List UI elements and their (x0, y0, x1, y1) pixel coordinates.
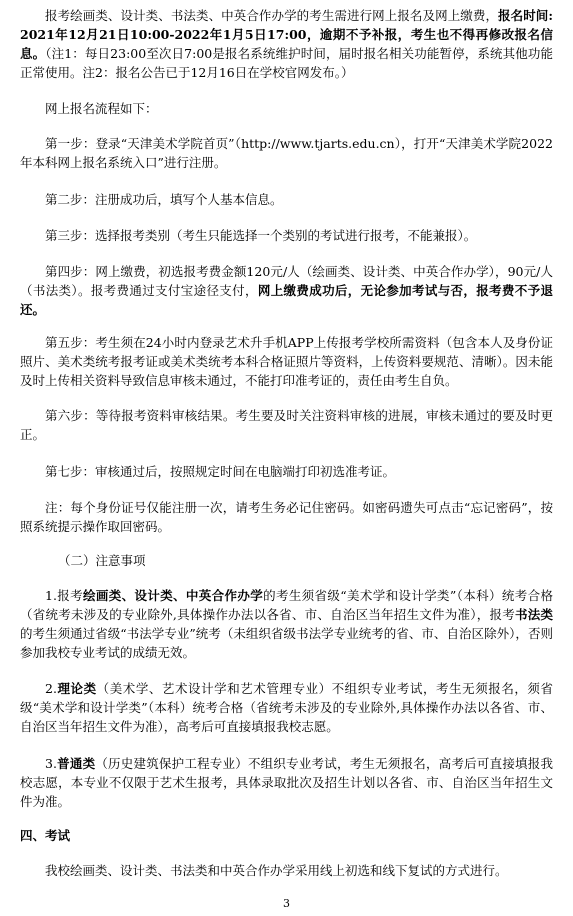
password-note: 注：每个身份证号仅能注册一次，请考生务必记住密码。如密码遗失可点击“忘记密码”，按照系统提示操作取回密码。 (20, 500, 553, 534)
intro-text: 报考绘画类、设计类、书法类、中英合作办学的考生需进行网上报名及网上缴费， (45, 8, 499, 23)
notice-item-1: 1.报考绘画类、设计类、中英合作办学的考生须省级“美术学和设计学类”（本科）统考合格（省统考未涉及的专业除外,具体操作办法以各省、市、自治区当年招生文件为准），报考书法类的考生须通过省级“书法学专业”统考（未组织省级书法学专业统考的省、市、自治区除外），否则参加我校专业考试的成绩无效。 (20, 588, 553, 660)
step-5: 第五步：考生须在24小时内登录艺术升手机APP上传报考学校所需资料（包含本人及身份证照片、美术类统考报考证或美术类统考本科合格证照片等资料，上传资料要规范、清晰）。因未能及时上传相关资料导致信息审核未通过，不能打印准考证的，责任由考生自负。 (20, 335, 553, 388)
theory-category-text: 理论类 (56, 681, 97, 696)
step-2: 第二步：注册成功后，填写个人基本信息。 (45, 192, 283, 207)
notice-item-2: 2.理论类（美术学、艺术设计学和艺术管理专业）不组织专业考试，考生无须报名，须省级“美术学和设计学类”（本科）统考合格（省统考未涉及的专业除外,具体操作办法以各省、市、自治区当年招生文件为准），高考后可直接填报我校志愿。 (20, 681, 553, 734)
no-refund-text: 网上缴费成功后，无论参加考试与否，报考费不予退还。 (20, 283, 553, 317)
page-number: 3 (283, 897, 290, 910)
step-4 (20, 262, 553, 319)
calligraphy-category-text: 书法类 (515, 607, 553, 622)
section-4-heading: 四、考试 (20, 828, 71, 843)
process-heading: 网上报名流程如下： (45, 101, 158, 116)
step-1: 第一步：登录“天津美术学院首页”（http://www.tjarts.edu.cn），打开“天津美术学院2022年本科网上报名系统入口”进行注册。 (20, 136, 553, 170)
general-category-text: 普通类 (56, 756, 96, 771)
registration-notes-text: （注1：每日23:00至次日7:00是报名系统维护时间，届时报名相关功能暂停，系统其他功能正常使用。注2：报名公告已于12月16日在学校官网发布。） (20, 46, 553, 80)
step-7: 第七步：审核通过后，按照规定时间在电脑端打印初选准考证。 (45, 464, 396, 479)
step-3: 第三步：选择报考类别（考生只能选择一个类别的考试进行报考，不能兼报）。 (45, 228, 477, 243)
step-6: 第六步：等待报考资料审核结果。考生要及时关注资料审核的进展，审核未通过的要及时更正。 (20, 408, 553, 442)
section-2-heading: （二）注意事项 (58, 553, 146, 568)
exam-paragraph: 我校绘画类、设计类、书法类和中英合作办学采用线上初选和线下复试的方式进行。 (45, 863, 508, 878)
art-categories-text: 绘画类、设计类、中英合作办学 (83, 588, 264, 603)
step-4-text: 第四步：网上缴费，初选报考费金额120元/人（绘画类、设计类、中英合作办学），90元/人（书法类）。报考费通过支付宝途径支付， (20, 264, 553, 298)
registration-time-text: 报名时间:2021年12月21日10:00-2022年1月5日17:00，逾期不予补报，考生也不得再修改报名信息。 (20, 8, 553, 61)
registration-intro-paragraph (20, 6, 553, 82)
notice-item-3: 3.普通类（历史建筑保护工程专业）不组织专业考试，考生无须报名，高考后可直接填报我校志愿，本专业不仅限于艺术生报考，具体录取批次及招生计划以各省、市、自治区当年招生文件为准。 (20, 756, 553, 809)
